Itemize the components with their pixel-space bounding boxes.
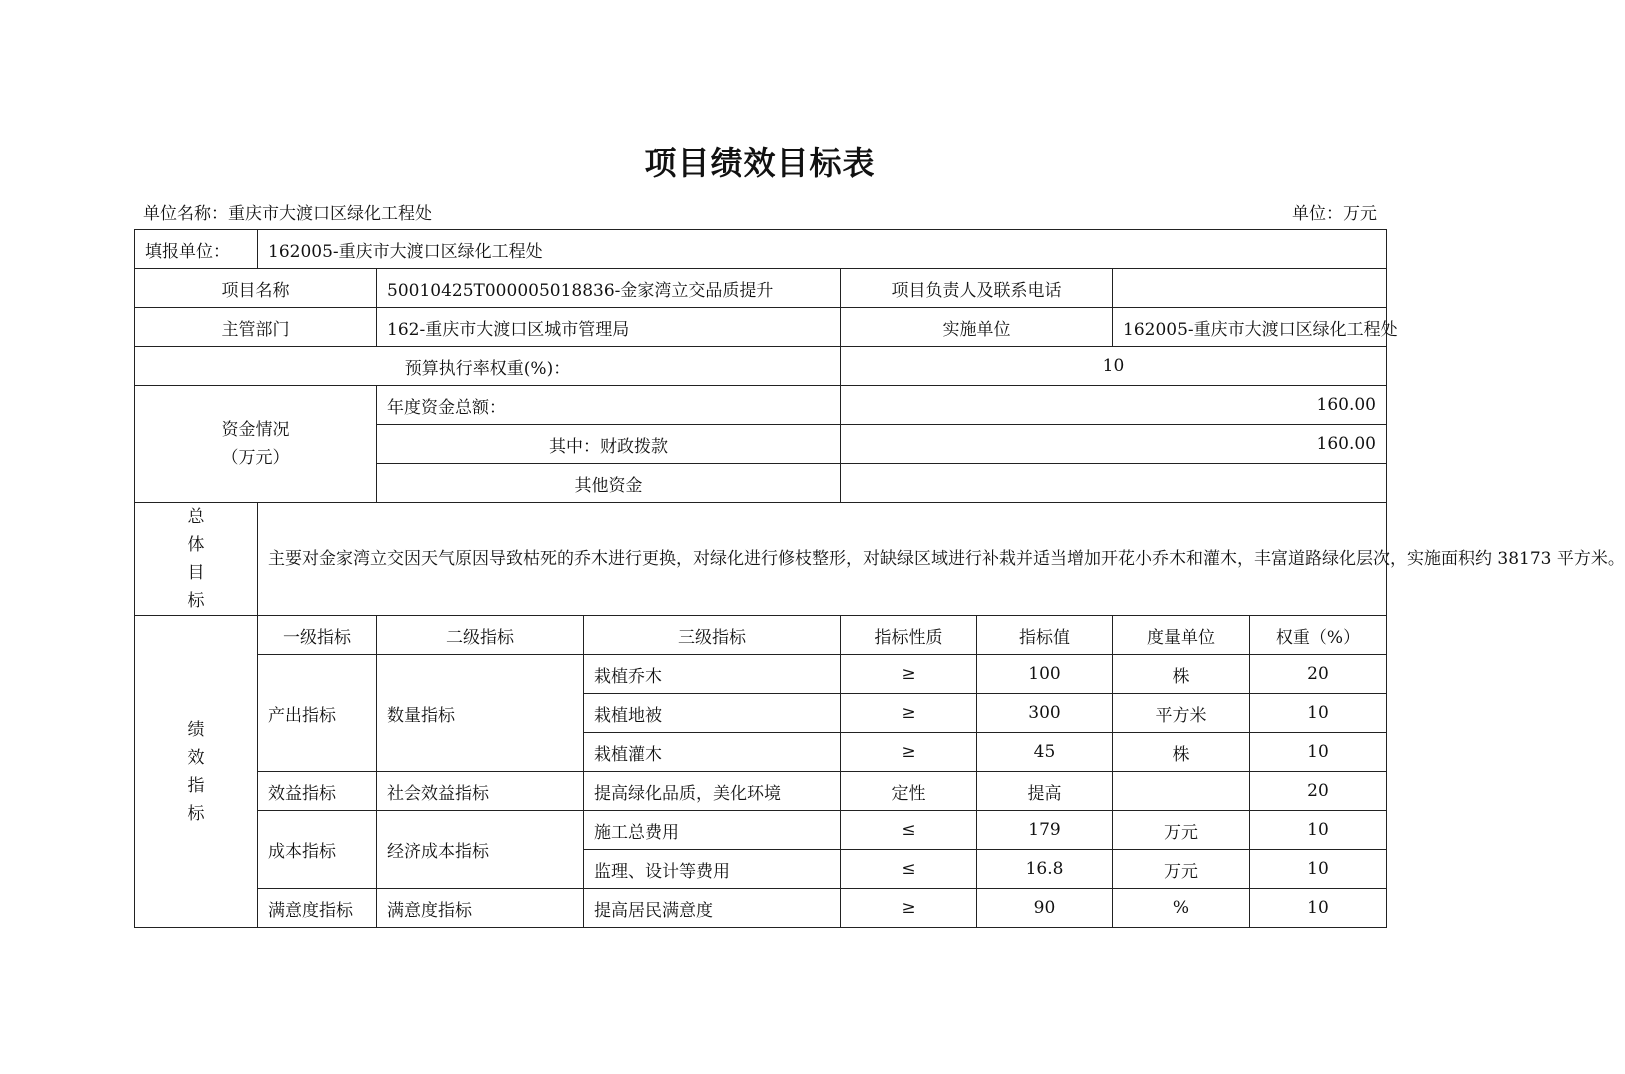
unit-cell	[1113, 772, 1250, 811]
other-funds-value	[841, 464, 1387, 503]
overall-goal-char: 体	[187, 535, 205, 555]
nature-cell: ≥	[841, 694, 977, 733]
weight-cell: 20	[1250, 655, 1387, 694]
nature-cell: ≥	[841, 655, 977, 694]
fiscal-funds-label: 其中：财政拨款	[377, 425, 841, 464]
weight-cell: 10	[1250, 811, 1387, 850]
overall-goal-char: 目	[187, 563, 205, 583]
overall-goal-text: 主要对金家湾立交因天气原因导致枯死的乔木进行更换，对绿化进行修枝整形，对缺绿区域进行补栽并适当增加开花小乔木和灌木，丰富道路绿化层次，实施面积约 38173 平方米。	[258, 503, 1387, 616]
header-value: 指标值	[977, 616, 1113, 655]
weight-cell: 10	[1250, 850, 1387, 889]
value-cell: 179	[977, 811, 1113, 850]
header-level3: 三级指标	[584, 616, 841, 655]
overall-goal-row	[135, 503, 1387, 616]
budget-weight-value: 10	[841, 347, 1387, 386]
filler-value: 162005-重庆市大渡口区绿化工程处	[258, 230, 1387, 269]
indicators-char: 标	[187, 803, 205, 824]
indicator-header-row	[135, 616, 1387, 655]
other-funds-label: 其他资金	[377, 464, 841, 503]
level3-cell: 施工总费用	[584, 811, 841, 850]
header-level1: 一级指标	[258, 616, 377, 655]
value-cell: 提高	[977, 772, 1113, 811]
nature-cell: 定性	[841, 772, 977, 811]
value-cell: 90	[977, 889, 1113, 928]
funds-label	[135, 386, 377, 503]
fiscal-funds-value: 160.00	[841, 425, 1387, 464]
level1-cell: 产出指标	[258, 655, 377, 772]
contact-value	[1113, 269, 1387, 308]
filler-row	[135, 230, 1387, 269]
indicators-char: 绩	[187, 719, 205, 740]
table-row	[135, 655, 1387, 694]
level3-cell: 提高绿化品质，美化环境	[584, 772, 841, 811]
funds-annual-row	[135, 386, 1387, 425]
level1-cell: 效益指标	[258, 772, 377, 811]
level1-cell: 满意度指标	[258, 889, 377, 928]
impl-value: 162005-重庆市大渡口区绿化工程处	[1113, 308, 1387, 347]
header-unit: 度量单位	[1113, 616, 1250, 655]
level1-cell: 成本指标	[258, 811, 377, 889]
annual-funds-value: 160.00	[841, 386, 1387, 425]
header-nature: 指标性质	[841, 616, 977, 655]
project-name-value: 50010425T000005018836-金家湾立交品质提升	[377, 269, 841, 308]
dept-value: 162-重庆市大渡口区城市管理局	[377, 308, 841, 347]
dept-row	[135, 308, 1387, 347]
header-weight: 权重（%）	[1250, 616, 1387, 655]
unit-label: 单位：万元	[1292, 204, 1377, 224]
nature-cell: ≥	[841, 889, 977, 928]
level3-cell: 提高居民满意度	[584, 889, 841, 928]
performance-table	[134, 229, 1625, 928]
unit-cell: %	[1113, 889, 1250, 928]
table-row	[135, 889, 1387, 928]
unit-cell: 万元	[1113, 850, 1250, 889]
annual-funds-label: 年度资金总额：	[377, 386, 841, 425]
level2-cell: 满意度指标	[377, 889, 584, 928]
level2-cell: 社会效益指标	[377, 772, 584, 811]
project-name-label: 项目名称	[135, 269, 377, 308]
funds-label-line2: （万元）	[221, 448, 290, 468]
value-cell: 300	[977, 694, 1113, 733]
indicators-label	[135, 616, 258, 928]
unit-name: 单位名称：重庆市大渡口区绿化工程处	[143, 204, 432, 224]
contact-label: 项目负责人及联系电话	[841, 269, 1113, 308]
weight-cell: 10	[1250, 694, 1387, 733]
nature-cell: ≤	[841, 811, 977, 850]
filler-label: 填报单位：	[135, 230, 258, 269]
nature-cell: ≥	[841, 733, 977, 772]
budget-weight-label: 预算执行率权重(%)：	[135, 347, 841, 386]
nature-cell: ≤	[841, 850, 977, 889]
budget-weight-row	[135, 347, 1387, 386]
level2-cell: 经济成本指标	[377, 811, 584, 889]
unit-cell: 平方米	[1113, 694, 1250, 733]
value-cell: 16.8	[977, 850, 1113, 889]
overall-goal-label	[135, 503, 258, 616]
unit-cell: 株	[1113, 655, 1250, 694]
dept-label: 主管部门	[135, 308, 377, 347]
overall-goal-char: 总	[187, 507, 205, 527]
weight-cell: 10	[1250, 733, 1387, 772]
level3-cell: 栽植地被	[584, 694, 841, 733]
page-title: 项目绩效目标表	[644, 144, 876, 182]
weight-cell: 20	[1250, 772, 1387, 811]
unit-cell: 万元	[1113, 811, 1250, 850]
level3-cell: 栽植乔木	[584, 655, 841, 694]
indicators-char: 指	[187, 775, 205, 796]
funds-label-line1: 资金情况	[221, 420, 290, 440]
value-cell: 45	[977, 733, 1113, 772]
table-row	[135, 772, 1387, 811]
level2-cell: 数量指标	[377, 655, 584, 772]
level3-cell: 栽植灌木	[584, 733, 841, 772]
weight-cell: 10	[1250, 889, 1387, 928]
value-cell: 100	[977, 655, 1113, 694]
impl-label: 实施单位	[841, 308, 1113, 347]
unit-cell: 株	[1113, 733, 1250, 772]
project-row	[135, 269, 1387, 308]
table-row	[135, 811, 1387, 850]
level3-cell: 监理、设计等费用	[584, 850, 841, 889]
overall-goal-char: 标	[187, 591, 205, 611]
header-level2: 二级指标	[377, 616, 584, 655]
indicators-char: 效	[187, 747, 205, 768]
